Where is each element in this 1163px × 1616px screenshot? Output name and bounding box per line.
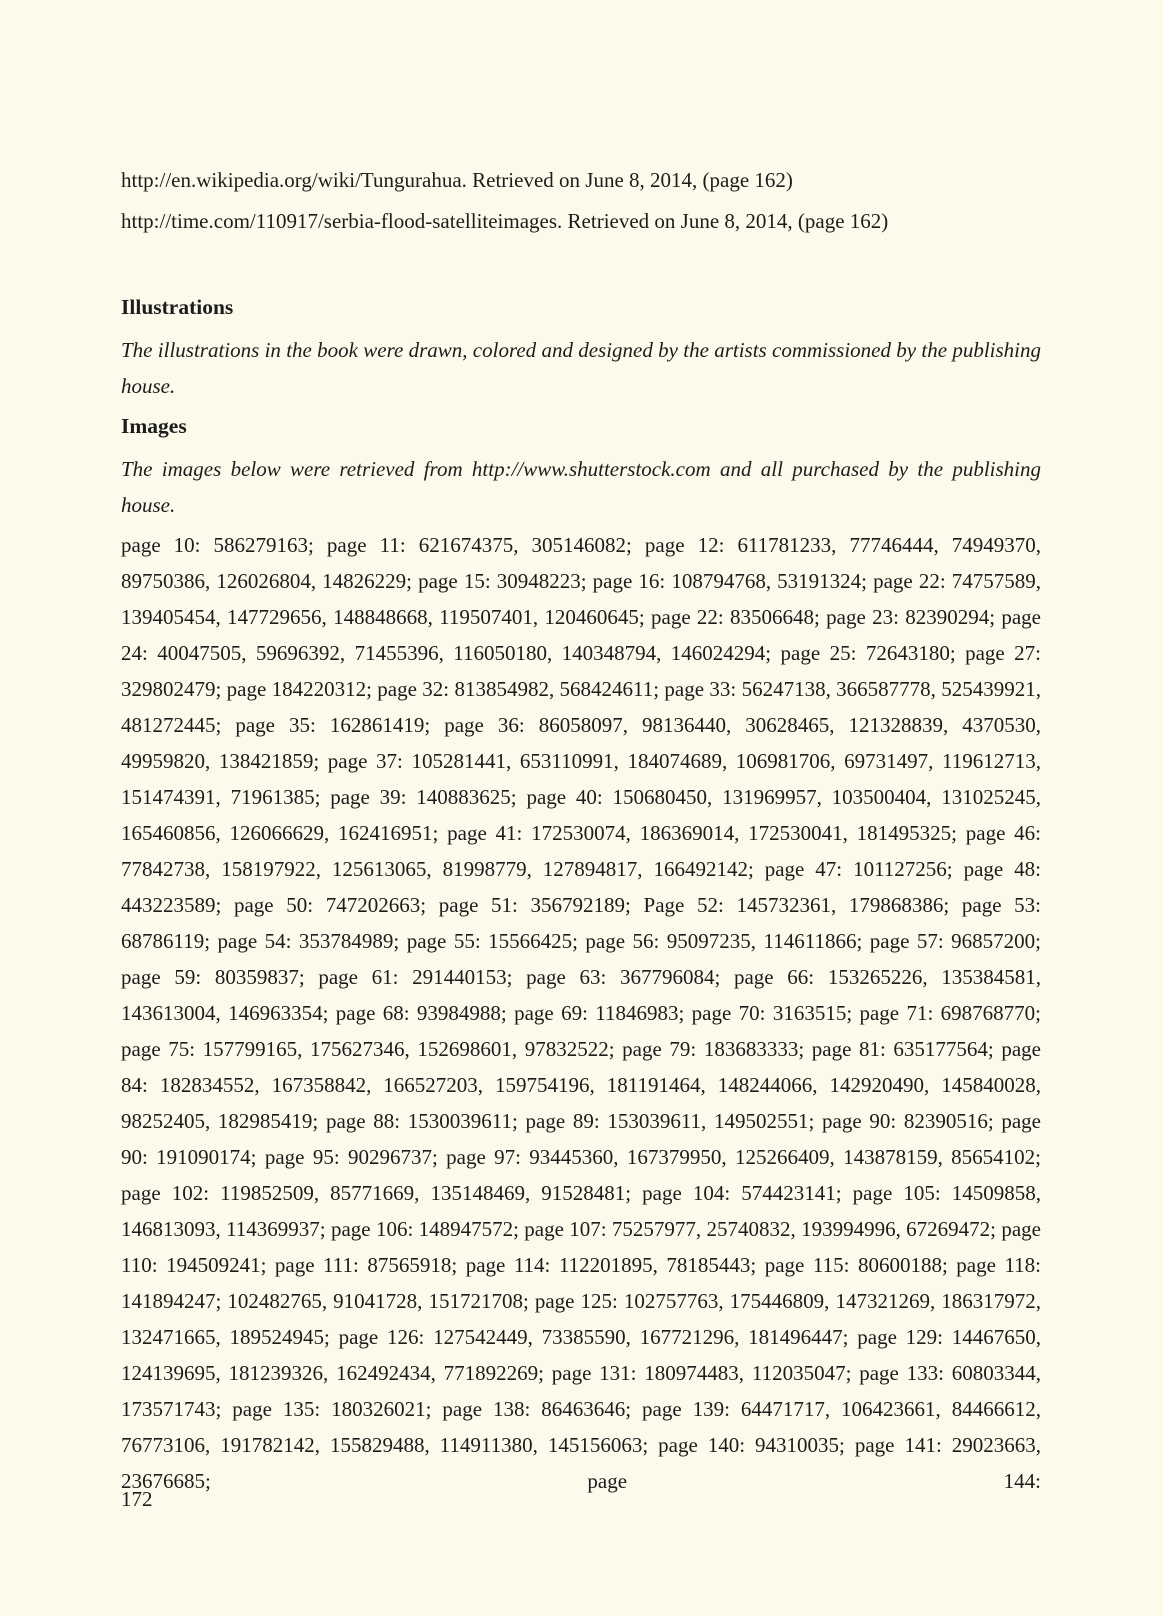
images-note: The images below were retrieved from http://www.shutterstock.com and all purchased by the publishing house. xyxy=(121,457,1041,517)
reference-line-1: http://en.wikipedia.org/wiki/Tungurahua. Retrieved on June 8, 2014, (page 162) xyxy=(121,168,793,192)
illustrations-heading: Illustrations xyxy=(121,295,234,319)
images-heading: Images xyxy=(121,414,187,438)
image-credits-paragraph: page 10: 586279163; page 11: 621674375, 305146082; page 12: 611781233, 77746444, 74949370, 89750386, 126026804, 14826229; page 15: 30948223; page 16: 108794768, 53191324; page 22: 74757589, 139405454, 147729656, 148848668, 119507401, 120460645; page 22: 83506648; page 23: 82390294; page 24: 40047505, 59696392, 71455396, 116050180, 140348794, 146024294; page 25: 72643180; page 27: 329802479; page 184220312; page 32: 813854982, 568424611; page 33: 56247138, 366587778, 525439921, 481272445; page 35: 162861419; page 36: 86058097, 98136440, 30628465, 121328839, 4370530, 49959820, 138421859; page 37: 105281441, 653110991, 184074689, 106981706, 69731497, 119612713, 151474391, 71961385; page 39: 140883625; page 40: 150680450, 131969957, 103500404, 131025245, 165460856, 126066629, 162416951; page 41: 172530074, 186369014, 172530041, 181495325; page 46: 77842738, 158197922, 125613065, 81998779, 127894817, 166492142; page 47: 101127256; page 48: 443223589; page 50: 747202663; page 51: 356792189; Page 52: 145732361, 179868386; page 53: 68786119; page 54: 353784989; page 55: 15566425; page 56: 95097235, 114611866; page 57: 96857200; page 59: 80359837; page 61: 291440153; page 63: 367796084; page 66: 153265226, 135384581, 143613004, 146963354; page 68: 93984988; page 69: 11846983; page 70: 3163515; page 71: 698768770; page 75: 157799165, 175627346, 152698601, 97832522; page 79: 183683333; page 81: 635177564; page 84: 182834552, 167358842, 166527203, 159754196, 181191464, 148244066, 142920490, 145840028, 98252405, 182985419; page 88: 1530039611; page 89: 153039611, 149502551; page 90: 82390516; page 90: 191090174; page 95: 90296737; page 97: 93445360, 167379950, 125266409, 143878159, 85654102; page 102: 119852509, 85771669, 135148469, 91528481; page 104: 574423141; page 105: 14509858, 146813093, 114369937; page 106: 148947572; page 107: 75257977, 25740832, 193994996, 67269472; page 110: 194509241; page 111: 87565918; page 114: 112201895, 78185443; page 115: 80600188; page 118: 141894247; 102482765, 91041728, 151721708; page 125: 102757763, 175446809, 147321269, 186317972, 132471665, 189524945; page 126: 127542449, 73385590, 167721296, 181496447; page 129: 14467650, 124139695, 181239326, 162492434, 771892269; page 131: 180974483, 112035047; page 133: 60803344, 173571743; page 135: 180326021; page 138: 86463646; page 139: 64471717, 106423661, 84466612, 76773106, 191782142, 155829488, 114911380, 145156063; page 140: 94310035; page 141: 29023663, 23676685; page 144: xyxy=(121,533,1041,1493)
illustrations-note: The illustrations in the book were drawn, colored and designed by the artists commissioned by the publishing house. xyxy=(121,338,1041,398)
page-number: 172 xyxy=(121,1487,153,1511)
reference-line-2: http://time.com/110917/serbia-flood-satelliteimages. Retrieved on June 8, 2014, (page 162) xyxy=(121,209,889,233)
